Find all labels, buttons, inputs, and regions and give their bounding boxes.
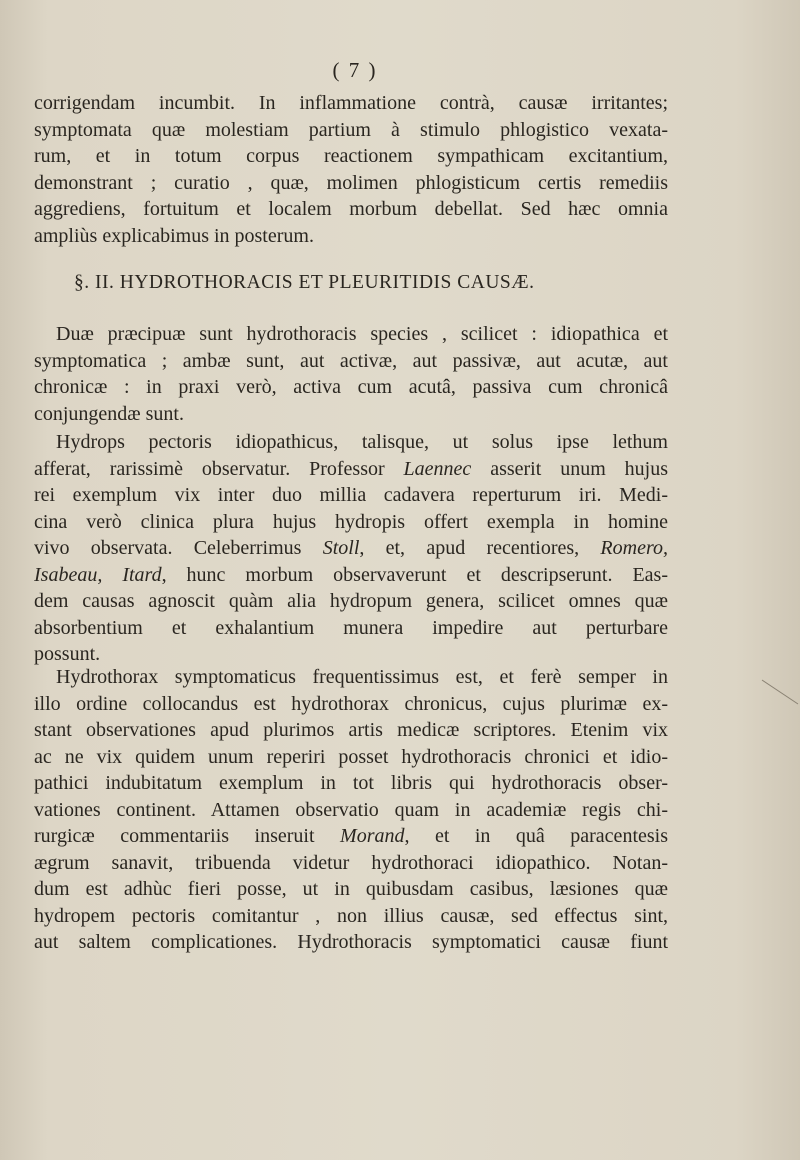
author-name-morand: Morand [340, 825, 405, 847]
text-line: ac ne vix quidem unum reperiri posset hydrothoracis chronici et idio- [34, 745, 668, 768]
text-line: dem causas agnoscit quàm alia hydropum genera, scilicet omnes quæ [34, 590, 668, 612]
text-line: ægrum sanavit, tribuenda videtur hydrothoraci idiopathico. Notan- [34, 851, 668, 874]
text-line [34, 456, 668, 483]
paragraph-species [34, 321, 668, 427]
paragraph-idiopathic [34, 429, 668, 668]
text-line [34, 535, 668, 562]
text-line: hydropem pectoris comitantur , non illius causæ, sed effectus sint, [34, 904, 668, 927]
text-line: pathici indubitatum exemplum in tot libris qui hydrothoracis obser- [34, 772, 668, 794]
intro-paragraph [34, 90, 668, 249]
section-heading: §. II. HYDROTHORACIS ET PLEURITIDIS CAUSÆ. [74, 272, 535, 293]
text-fragment: asserit unum hujus [471, 457, 668, 480]
page-number: ( 7 ) [332, 58, 378, 82]
author-name-stoll: Stoll [322, 537, 360, 559]
text-line: demonstrant ; curatio , quæ, molimen phlogisticum certis remediis [34, 171, 668, 194]
text-line: possunt. [34, 643, 101, 665]
author-name-isabeau: Isabeau, [34, 563, 103, 586]
margin-pencil-mark [760, 660, 800, 730]
text-line: aut saltem complicationes. Hydrothoracis symptomatici causæ fiunt [34, 931, 668, 953]
text-line: ampliùs explicabimus in posterum. [34, 224, 314, 247]
text-line: Duæ præcipuæ sunt hydrothoracis species , scilicet : idiopathica et [56, 323, 668, 345]
text-line: Hydrops pectoris idiopathicus, talisque, ut solus ipse lethum [56, 431, 668, 453]
text-line: illo ordine collocandus est hydrothorax chronicus, cujus plurimæ ex- [34, 692, 668, 715]
text-fragment: afferat, rarissimè observatur. Professor [34, 457, 404, 480]
text-fragment: , et in quâ paracentesis [404, 825, 668, 847]
text-line [34, 562, 668, 589]
text-line: corrigendam incumbit. In inflammatione contrà, causæ irritantes; [34, 92, 668, 114]
text-fragment: , hunc morbum observaverunt et descripserunt. Eas- [161, 563, 668, 586]
text-line: Hydrothorax symptomaticus frequentissimus est, et ferè semper in [56, 666, 668, 688]
text-line: rei exemplum vix inter duo millia cadavera reperturum iri. Medi- [34, 484, 668, 506]
author-name-laennec: Laennec [403, 457, 472, 480]
text-line: conjungendæ sunt. [34, 402, 184, 425]
paragraph-symptomatic [34, 664, 668, 956]
text-fragment: rurgicæ commentariis inseruit [34, 825, 341, 847]
author-name-romero: Romero, [600, 537, 668, 559]
author-name-itard: Itard [122, 563, 162, 586]
text-line: vationes continent. Attamen observatio quam in academiæ regis chi- [34, 798, 668, 821]
text-line: cina verò clinica plura hujus hydropis offert exempla in homine [34, 510, 668, 533]
text-line: rum, et in totum corpus reactionem sympathicam excitantium, [34, 145, 668, 167]
text-fragment: , et, apud recentiores, [359, 537, 601, 559]
text-line: stant observationes apud plurimos artis medicæ scriptores. Etenim vix [34, 719, 668, 741]
text-fragment: vivo observata. Celeberrimus [34, 537, 323, 559]
text-line: aggrediens, fortuitum et localem morbum debellat. Sed hæc omnia [34, 198, 668, 220]
text-line: symptomatica ; ambæ sunt, aut activæ, aut passivæ, aut acutæ, aut [34, 349, 668, 372]
text-line: dum est adhùc fieri posse, ut in quibusdam casibus, læsiones quæ [34, 878, 668, 900]
text-line: symptomata quæ molestiam partium à stimulo phlogistico vexata- [34, 118, 668, 141]
text-line: chronicæ : in praxi verò, activa cum acutâ, passiva cum chronicâ [34, 376, 668, 398]
text-fragment [102, 564, 122, 586]
text-line: absorbentium et exhalantium munera impedire aut perturbare [34, 616, 668, 639]
text-line [34, 823, 668, 850]
